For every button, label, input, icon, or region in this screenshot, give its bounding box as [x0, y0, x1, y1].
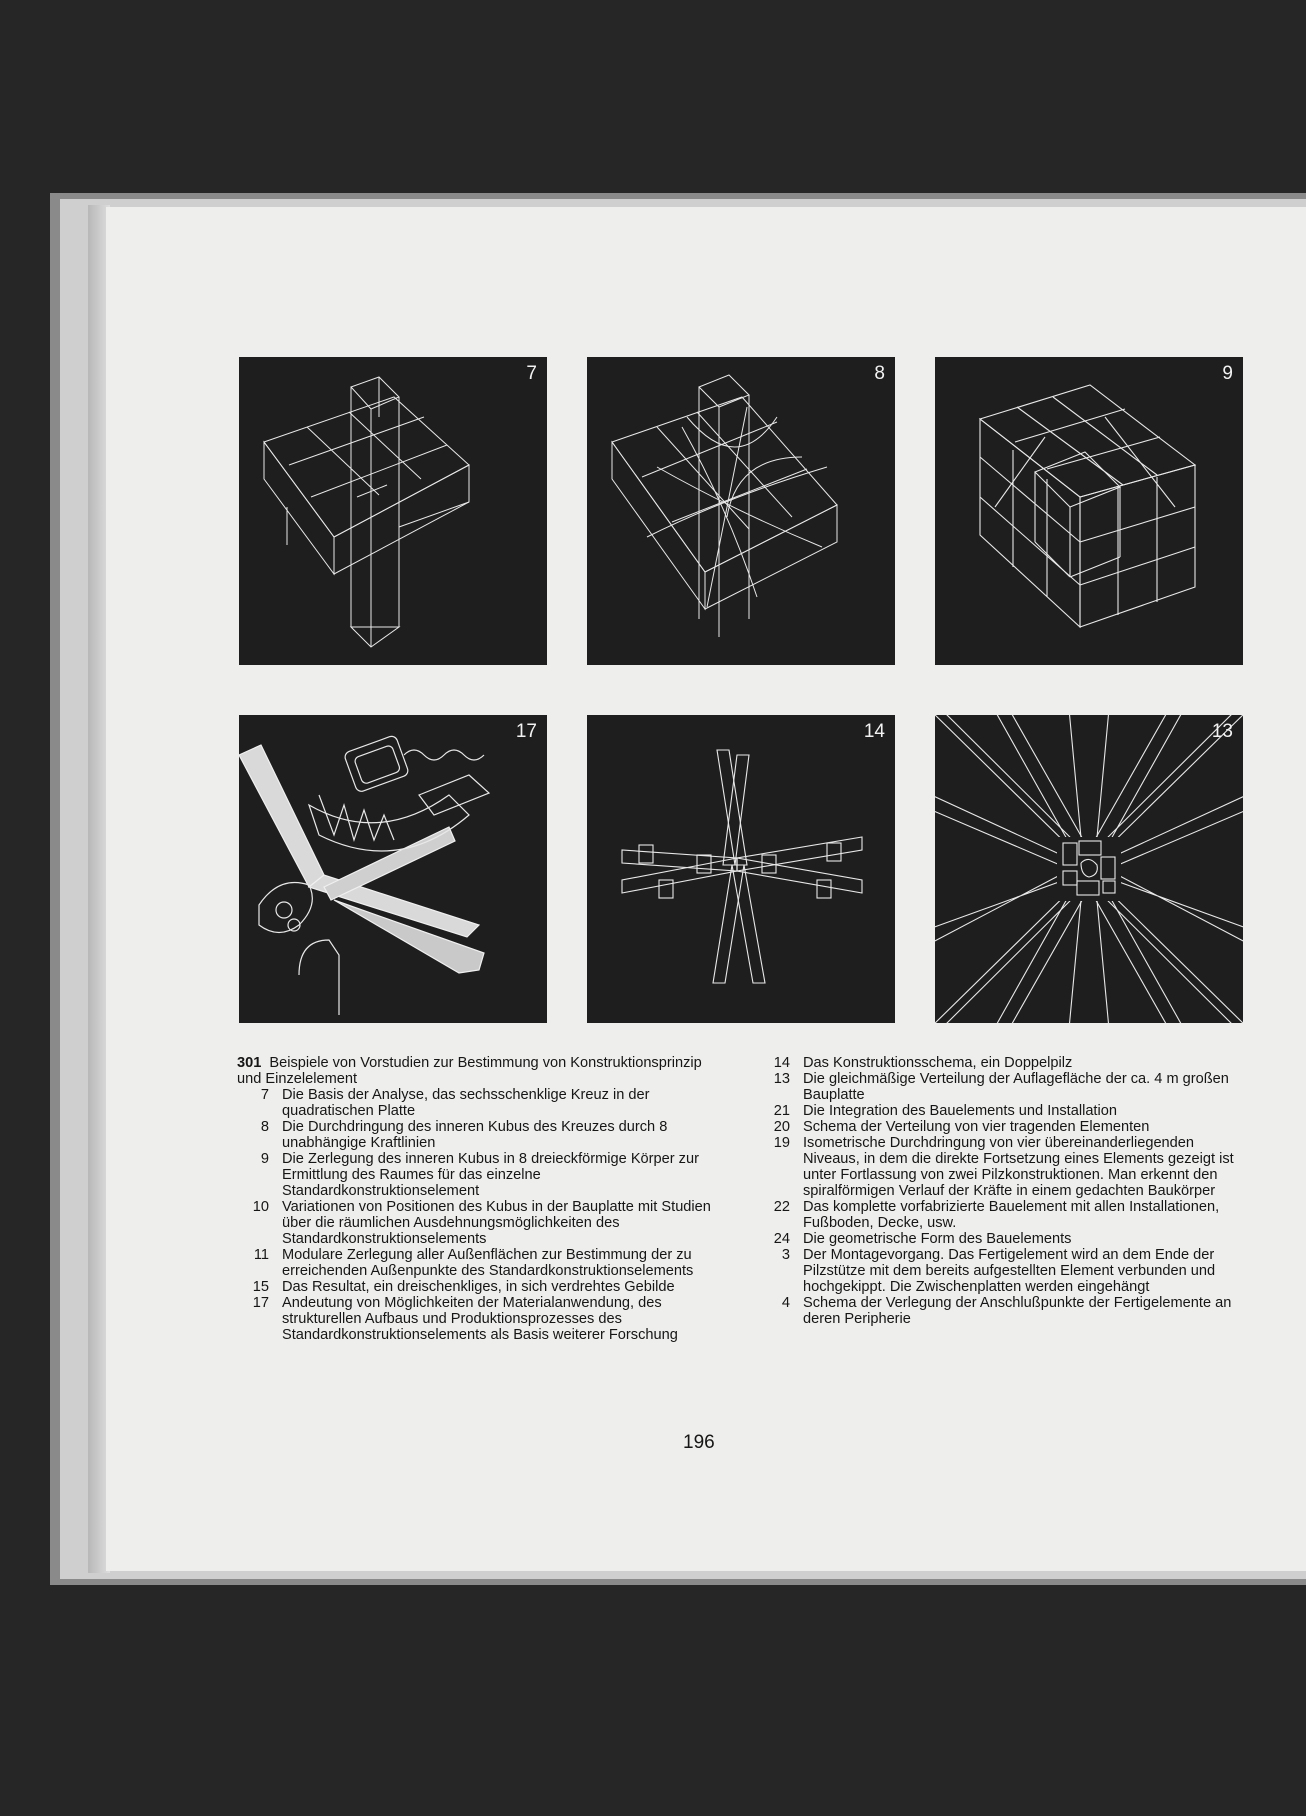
caption-entry-text: Das Konstruktionsschema, ein Doppelpilz: [803, 1055, 1073, 1071]
caption-entry-text: Modulare Zerlegung aller Außenflächen zur Bestimmung der zu erreichenden Außenpunkte des Standardkonstruktionselements: [282, 1247, 694, 1279]
caption-entry: [237, 1295, 715, 1343]
caption-entry-text: Die geometrische Form des Bauelements: [803, 1231, 1072, 1247]
figure-panel-9: [935, 357, 1243, 665]
caption-entry-text: Schema der Verlegung der Anschlußpunkte der Fertigelemente an deren Peripherie: [803, 1295, 1232, 1327]
caption-entry: [758, 1231, 1242, 1247]
caption-entry-text: Die Zerlegung des inneren Kubus in 8 dreieckförmige Körper zur Ermittlung des Raumes für das einzelne Standardkonstruktionselement: [282, 1151, 699, 1199]
caption-entry: [237, 1247, 715, 1279]
caption-entry: [237, 1087, 715, 1119]
caption-entry-number: 4: [781, 1295, 790, 1311]
figure-panel-7: [239, 357, 547, 665]
caption-entry: [237, 1199, 715, 1247]
caption-entry-number: 15: [252, 1279, 269, 1295]
caption-entry: [758, 1199, 1242, 1231]
caption-entry-number: 14: [773, 1055, 790, 1071]
figure-number: 17: [515, 721, 537, 742]
caption-entry-text: Beispiele von Vorstudien zur Bestimmung von Konstruktionsprinzip und Einzelelement: [237, 1055, 702, 1087]
caption-entry-number: 22: [773, 1199, 790, 1215]
caption-entry: [237, 1279, 715, 1295]
caption-entry-text: Der Montagevorgang. Das Fertigelement wird an dem Ende der Pilzstütze mit dem bereits aufgestellten Element verbunden und hochgekippt. Die Zwischenplatten werden eingehängt: [803, 1247, 1216, 1295]
caption-entry: [758, 1295, 1242, 1327]
figure-7-drawing: [239, 357, 547, 665]
figure-number: 9: [1222, 363, 1233, 384]
caption-entry: [758, 1247, 1242, 1295]
caption-entry-text: Andeutung von Möglichkeiten der Materialanwendung, des strukturellen Aufbaus und Produktionsprozesses des Standardkonstruktionselements als Basis weiterer Forschung: [282, 1295, 678, 1343]
figure-17-drawing: [239, 715, 547, 1023]
figure-9-drawing: [935, 357, 1243, 665]
figure-panel-14: [587, 715, 895, 1023]
caption-entry: [758, 1119, 1242, 1135]
caption-entry-number: 19: [773, 1135, 790, 1151]
caption-entry: [758, 1135, 1242, 1199]
figure-panel-17: [239, 715, 547, 1023]
caption-entry-number: 20: [773, 1119, 790, 1135]
caption-entry-text: Das Resultat, ein dreischenkliges, in sich verdrehtes Gebilde: [282, 1279, 675, 1295]
caption-entry-text: Das komplette vorfabrizierte Bauelement mit allen Installationen, Fußboden, Decke, usw.: [803, 1199, 1220, 1231]
caption-entry-text: Schema der Verteilung von vier tragenden Elementen: [803, 1119, 1150, 1135]
caption-entry-number: 10: [252, 1199, 269, 1215]
figure-number: 14: [863, 721, 885, 742]
caption-entry-number: 301: [237, 1055, 262, 1071]
figure-13-drawing: [935, 715, 1243, 1023]
caption-entry: [237, 1055, 715, 1087]
caption-entry: [758, 1055, 1242, 1071]
caption-entry-number: 7: [260, 1087, 269, 1103]
caption-entry-text: Die gleichmäßige Verteilung der Auflagefläche der ca. 4 m großen Bauplatte: [803, 1071, 1229, 1103]
caption-entry-text: Variationen von Positionen des Kubus in der Bauplatte mit Studien über die räumlichen Ausdehnungsmöglichkeiten des Standardkonstruktionselements: [282, 1199, 711, 1247]
caption-entry-text: Die Integration des Bauelements und Installation: [803, 1103, 1117, 1119]
figure-14-drawing: [587, 715, 895, 1023]
caption-entry-number: 17: [252, 1295, 269, 1311]
figure-8-drawing: [587, 357, 895, 665]
caption-entry-text: Isometrische Durchdringung von vier übereinanderliegenden Niveaus, in dem die direkte Fortsetzung eines Elements gezeigt ist unter Fortlassung von zwei Pilzkonstruktionen. Man erkennt den spiralförmigen Verlauf der Kräfte in einem gedachten Baukörper: [803, 1135, 1234, 1199]
caption-entry-number: 3: [781, 1247, 790, 1263]
caption-entry: [758, 1071, 1242, 1103]
caption-entry: [758, 1103, 1242, 1119]
caption-entry-number: 13: [773, 1071, 790, 1087]
figure-panel-8: [587, 357, 895, 665]
figure-number: 8: [874, 363, 885, 384]
caption-entry-number: 21: [773, 1103, 790, 1119]
caption-entry: [237, 1151, 715, 1199]
caption-entry-number: 11: [253, 1247, 269, 1263]
caption-entry-number: 8: [260, 1119, 269, 1135]
figure-number: 13: [1211, 721, 1233, 742]
caption-entry: [237, 1119, 715, 1151]
caption-entry-number: 24: [773, 1231, 790, 1247]
caption-left-column: [237, 1055, 715, 1343]
figure-number: 7: [526, 363, 537, 384]
caption-entry-text: Die Durchdringung des inneren Kubus des Kreuzes durch 8 unabhängige Kraftlinien: [282, 1119, 668, 1151]
caption-entry-number: 9: [260, 1151, 269, 1167]
figure-panel-13: [935, 715, 1243, 1023]
caption-entry-text: Die Basis der Analyse, das sechsschenklige Kreuz in der quadratischen Platte: [282, 1087, 650, 1119]
caption-right-column: [758, 1055, 1242, 1327]
page-number: 196: [683, 1432, 715, 1453]
